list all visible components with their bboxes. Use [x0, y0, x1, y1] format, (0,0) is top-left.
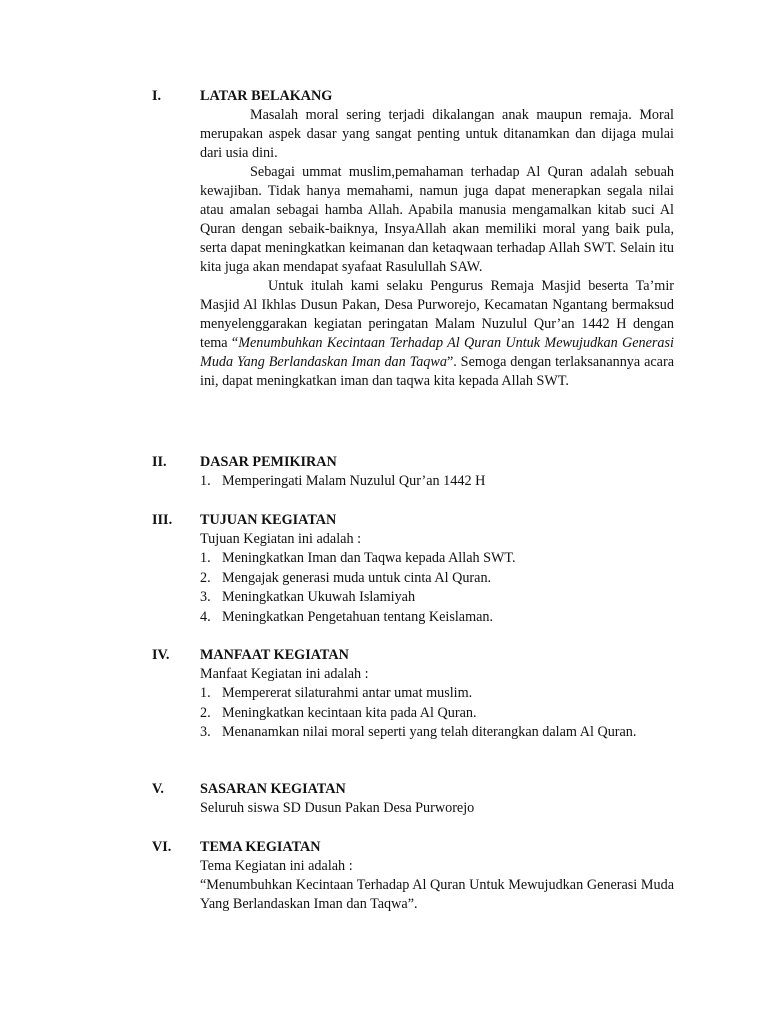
section-title: TEMA KEGIATAN	[200, 839, 321, 855]
list-item-text: Meningkatkan Ukuwah Islamiyah	[222, 589, 416, 605]
list-number: 2.	[200, 704, 211, 721]
list-number: 4.	[200, 608, 211, 625]
paragraph: Masalah moral sering terjadi dikalangan anak maupun remaja. Moral merupakan aspek dasar yang sangat penting untuk ditanamkan dan dijaga mulai dari usia dini.	[200, 107, 674, 161]
list-number: 1.	[200, 685, 211, 701]
list-item-text: Menanamkan nilai moral seperti yang telah diterangkan dalam Al Quran.	[222, 724, 637, 740]
list-item-text: Memperingati Malam Nuzulul Qur’an 1442 H	[222, 473, 486, 489]
theme-italic-text: Menumbuhkan Kecintaan Terhadap Al Quran Untuk Mewujudkan Generasi Muda Yang Berlandaskan Iman dan Taqwa	[200, 335, 674, 370]
section-intro: Tujuan Kegiatan ini adalah :	[200, 531, 362, 547]
list-item-text: Mengajak generasi muda untuk cinta Al Quran.	[222, 569, 492, 586]
section-number: II.	[152, 454, 167, 470]
list-item	[200, 704, 674, 724]
list-item	[200, 723, 674, 743]
list-item	[200, 569, 674, 589]
numbered-list	[200, 549, 674, 627]
list-item-text: Meningkatkan Pengetahuan tentang Keislaman.	[222, 608, 494, 625]
numbered-list	[200, 472, 674, 492]
list-item	[200, 472, 674, 492]
section-title: SASARAN KEGIATAN	[200, 781, 346, 797]
paragraph: Sebagai ummat muslim,pemahaman terhadap Al Quran adalah sebuah kewajiban. Tidak hanya memahami, namun juga dapat menerapkan segala nilai atau amalan sebagai hamba Allah. Apabila manusia mengamalkan kitab suci Al Quran dengan sebaik-baiknya, InsyaAllah akan memiliki moral yang baik pula, serta dapat meningkatkan keimanan dan ketaqwaan terhadap Allah SWT. Selain itu kita juga akan mendapat syafaat Rasulullah SAW.	[200, 164, 674, 275]
theme-text: “Menumbuhkan Kecintaan Terhadap Al Quran Untuk Mewujudkan Generasi Muda Yang Berlandaskan Iman dan Taqwa”.	[200, 877, 674, 912]
section-intro: Tema Kegiatan ini adalah :	[200, 858, 353, 874]
section-title: MANFAAT KEGIATAN	[200, 647, 349, 663]
list-item	[200, 608, 674, 628]
list-item	[200, 684, 674, 704]
list-item	[200, 588, 674, 608]
list-number: 1.	[200, 473, 211, 489]
section-number: IV.	[152, 647, 170, 663]
list-item	[200, 549, 674, 569]
list-item-text: Mempererat silaturahmi antar umat muslim.	[222, 685, 473, 701]
section-number: I.	[152, 88, 162, 104]
numbered-list	[200, 684, 674, 743]
list-number: 3.	[200, 724, 211, 740]
section-number: V.	[152, 781, 164, 797]
section-number: III.	[152, 512, 173, 528]
list-item-text: Meningkatkan Iman dan Taqwa kepada Allah SWT.	[222, 550, 516, 566]
list-number: 1.	[200, 550, 211, 566]
paragraph-text: Untuk itulah kami selaku Pengurus Remaja Masjid beserta Ta’mir Masjid Al Ikhlas Dusun Pakan, Desa Purworejo, Kecamatan Ngantang bermaksud menyelenggarakan kegiatan peringatan Malam Nuzulul Qur’an 1442 H dengan tema “	[200, 278, 674, 351]
section-intro: Manfaat Kegiatan ini adalah :	[200, 666, 369, 682]
list-number: 2.	[200, 569, 211, 586]
paragraph	[200, 277, 674, 391]
paragraph-text: ”. Semoga dengan terlaksanannya acara ini, dapat meningkatkan iman dan taqwa kita kepada Allah SWT.	[200, 354, 674, 389]
section-title: LATAR BELAKANG	[200, 88, 333, 104]
list-number: 3.	[200, 589, 211, 605]
list-item-text: Meningkatkan kecintaan kita pada Al Quran.	[222, 704, 477, 721]
section-number: VI.	[152, 839, 172, 855]
section-text: Seluruh siswa SD Dusun Pakan Desa Purworejo	[200, 800, 475, 816]
section-title: DASAR PEMIKIRAN	[200, 454, 337, 470]
section-title: TUJUAN KEGIATAN	[200, 512, 337, 528]
